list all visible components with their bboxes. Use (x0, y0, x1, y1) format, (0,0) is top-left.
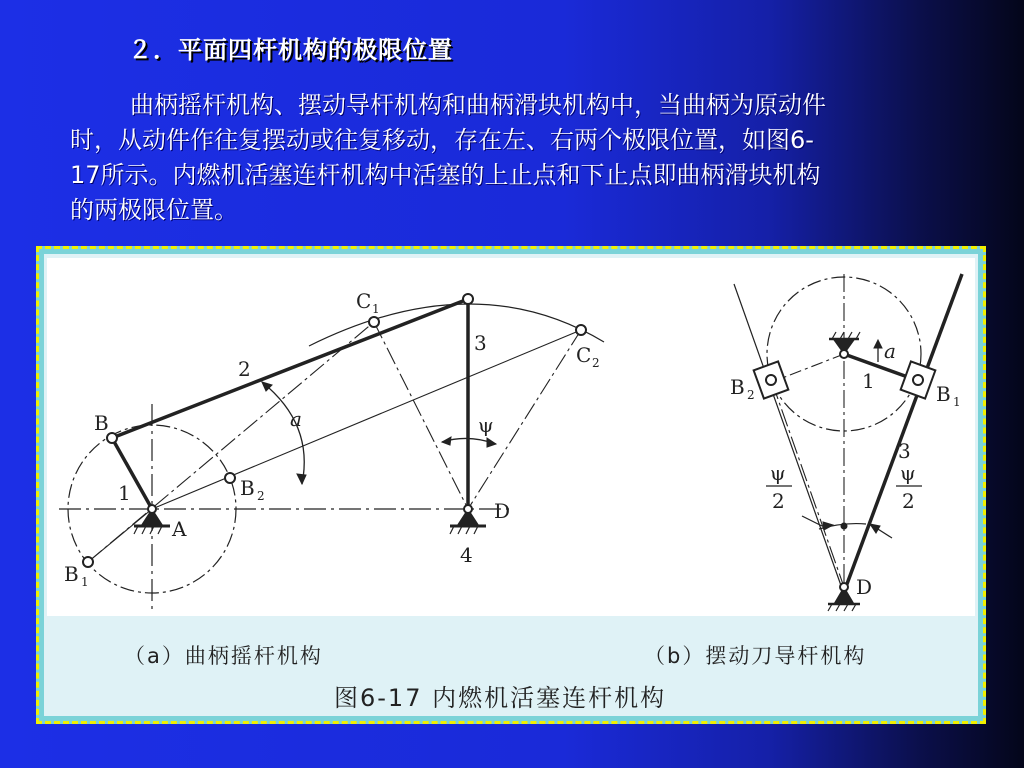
label-link-4: 4 (460, 543, 473, 567)
caption-a: （a）曲柄摇杆机构 (124, 644, 323, 668)
label-two-left: 2 (772, 489, 785, 513)
section-heading: ２．平面四杆机构的极限位置 (128, 36, 453, 64)
label-b2-sub-b: 2 (747, 388, 755, 402)
label-b2-sub: 2 (257, 489, 265, 503)
label-d-b: D (856, 575, 873, 599)
label-link-1-b: 1 (862, 369, 875, 393)
joint-b1 (83, 557, 93, 567)
label-psi-a: ψ (478, 413, 494, 437)
label-c2: C (576, 343, 592, 367)
joint-b2 (225, 473, 235, 483)
label-c2-sub: 2 (592, 356, 600, 370)
label-c1: C (356, 289, 372, 313)
joint-b2-b (766, 375, 776, 385)
label-b1-sub-b: 1 (953, 395, 961, 409)
label-link-3: 3 (474, 331, 487, 355)
paragraph-line-3: 17所示。内燃机活塞连杆机构中活塞的上止点和下止点即曲柄滑块机构 (70, 161, 821, 189)
label-link-2: 2 (238, 357, 251, 381)
joint-c (463, 294, 473, 304)
paragraph-line-4: 的两极限位置。 (70, 196, 238, 224)
figure-caption: 图6-17 内燃机活塞连杆机构 (334, 684, 667, 712)
label-theta-a: a (290, 407, 302, 431)
paragraph-line-2: 时，从动件作往复摆动或往复移动，存在左、右两个极限位置，如图6- (70, 126, 814, 154)
label-b2-b: B (730, 375, 745, 399)
label-psi-left: ψ (770, 461, 786, 485)
label-c1-sub: 1 (372, 302, 380, 316)
paragraph-line-1: 曲柄摇杆机构、摆动导杆机构和曲柄滑块机构中，当曲柄为原动件 (130, 91, 826, 119)
joint-c1 (369, 317, 379, 327)
caption-b: （b）摆动刀导杆机构 (644, 644, 867, 668)
label-b1-b: B (936, 382, 951, 406)
label-b: B (94, 411, 109, 435)
joint-b1-b (913, 375, 923, 385)
label-link-1: 1 (118, 481, 131, 505)
label-two-right: 2 (902, 489, 915, 513)
label-b1-sub: 1 (81, 575, 89, 589)
figure-frame (36, 246, 986, 724)
label-psi-right: ψ (900, 461, 916, 485)
label-a: A (172, 517, 187, 541)
label-b1: B (64, 562, 79, 586)
intersection-dot (841, 523, 847, 529)
label-b2: B (240, 476, 255, 500)
label-d: D (494, 499, 511, 523)
label-link-3-b: 3 (898, 439, 911, 463)
label-theta-b: a (884, 339, 896, 363)
figure-panel (44, 254, 978, 716)
body-paragraph (70, 88, 960, 228)
joint-c2 (576, 325, 586, 335)
